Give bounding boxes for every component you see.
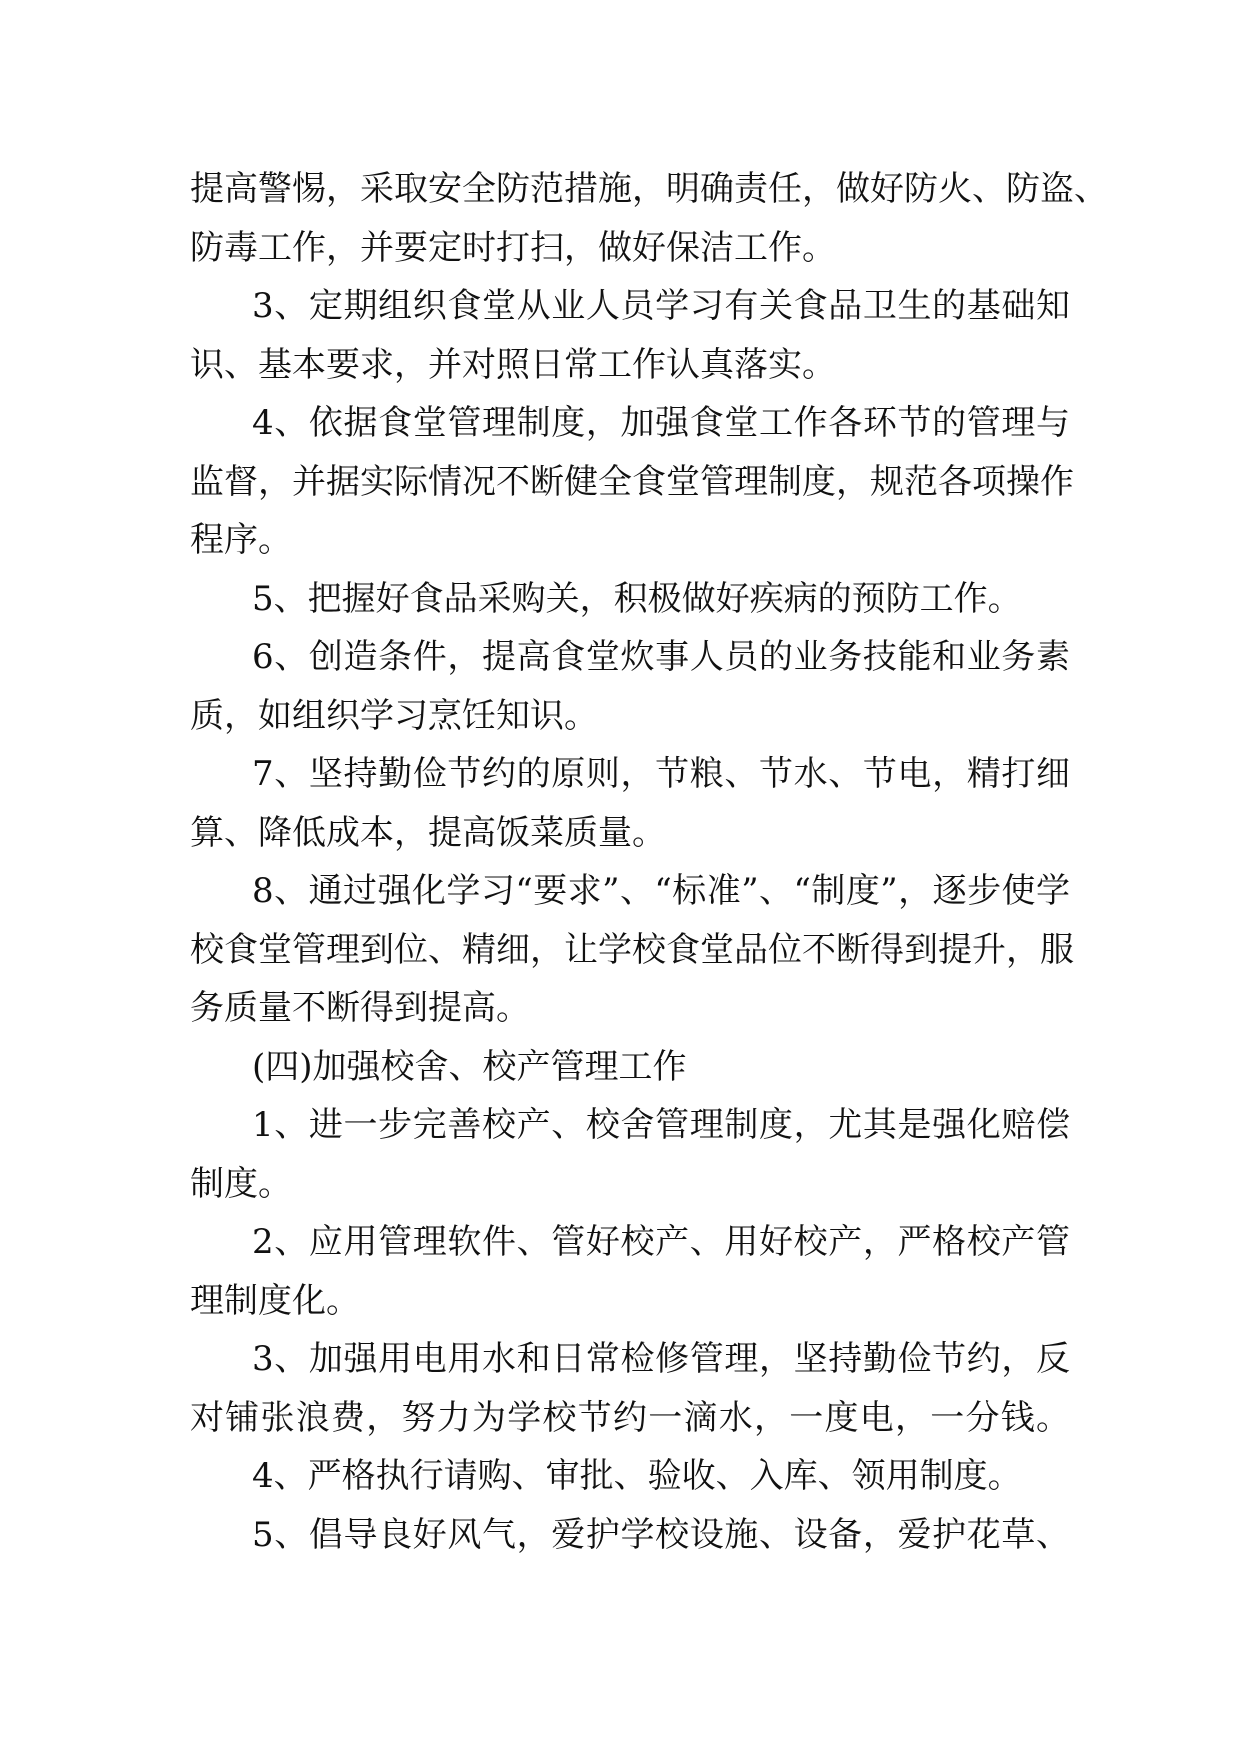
text-line: 理制度化。 [190, 1280, 360, 1321]
text-line: 质，如组织学习烹饪知识。 [190, 695, 598, 736]
text-line: 1、进一步完善校产、校舍管理制度，尤其是强化赔偿 [252, 1105, 1070, 1145]
text-line: 校食堂管理到位、精细，让学校食堂品位不断得到提升，服 [190, 929, 1074, 970]
text-line: 程序。 [190, 520, 292, 560]
text-line: 3、加强用电用水和日常检修管理，坚持勤俭节约，反 [252, 1339, 1070, 1379]
text-line: 5、把握好食品采购关，积极做好疾病的预防工作。 [252, 578, 1022, 619]
document-body [190, 160, 1108, 1564]
text-line: 8、通过强化学习“要求”、“标准”、“制度”，逐步使学 [252, 871, 1070, 911]
text-line: 制度。 [190, 1163, 292, 1204]
text-line: 4、严格执行请购、审批、验收、入库、领用制度。 [252, 1456, 1022, 1496]
text-line: 3、定期组织食堂从业人员学习有关食品卫生的基础知 [252, 286, 1070, 326]
text-line: 7、坚持勤俭节约的原则，节粮、节水、节电，精打细 [252, 754, 1070, 794]
text-line: 6、创造条件，提高食堂炊事人员的业务技能和业务素 [252, 637, 1070, 677]
text-line: 2、应用管理软件、管好校产、用好校产，严格校产管 [252, 1222, 1070, 1262]
text-line: 识、基本要求，并对照日常工作认真落实。 [190, 344, 836, 385]
text-line: 务质量不断得到提高。 [190, 988, 530, 1028]
text-line: 对铺张浪费，努力为学校节约一滴水，一度电，一分钱。 [190, 1397, 1070, 1438]
text-line: 监督，并据实际情况不断健全食堂管理制度，规范各项操作 [190, 461, 1074, 502]
text-line: 防毒工作，并要定时打扫，做好保洁工作。 [190, 227, 836, 268]
text-line: 4、依据食堂管理制度，加强食堂工作各环节的管理与 [252, 403, 1070, 443]
text-line: 5、倡导良好风气，爱护学校设施、设备，爱护花草、 [252, 1514, 1070, 1555]
text-line: 提高警惕，采取安全防范措施，明确责任，做好防火、防盗、 [190, 169, 1108, 209]
section-heading: (四)加强校舍、校产管理工作 [252, 1046, 687, 1087]
text-line: 算、降低成本，提高饭菜质量。 [190, 812, 666, 853]
